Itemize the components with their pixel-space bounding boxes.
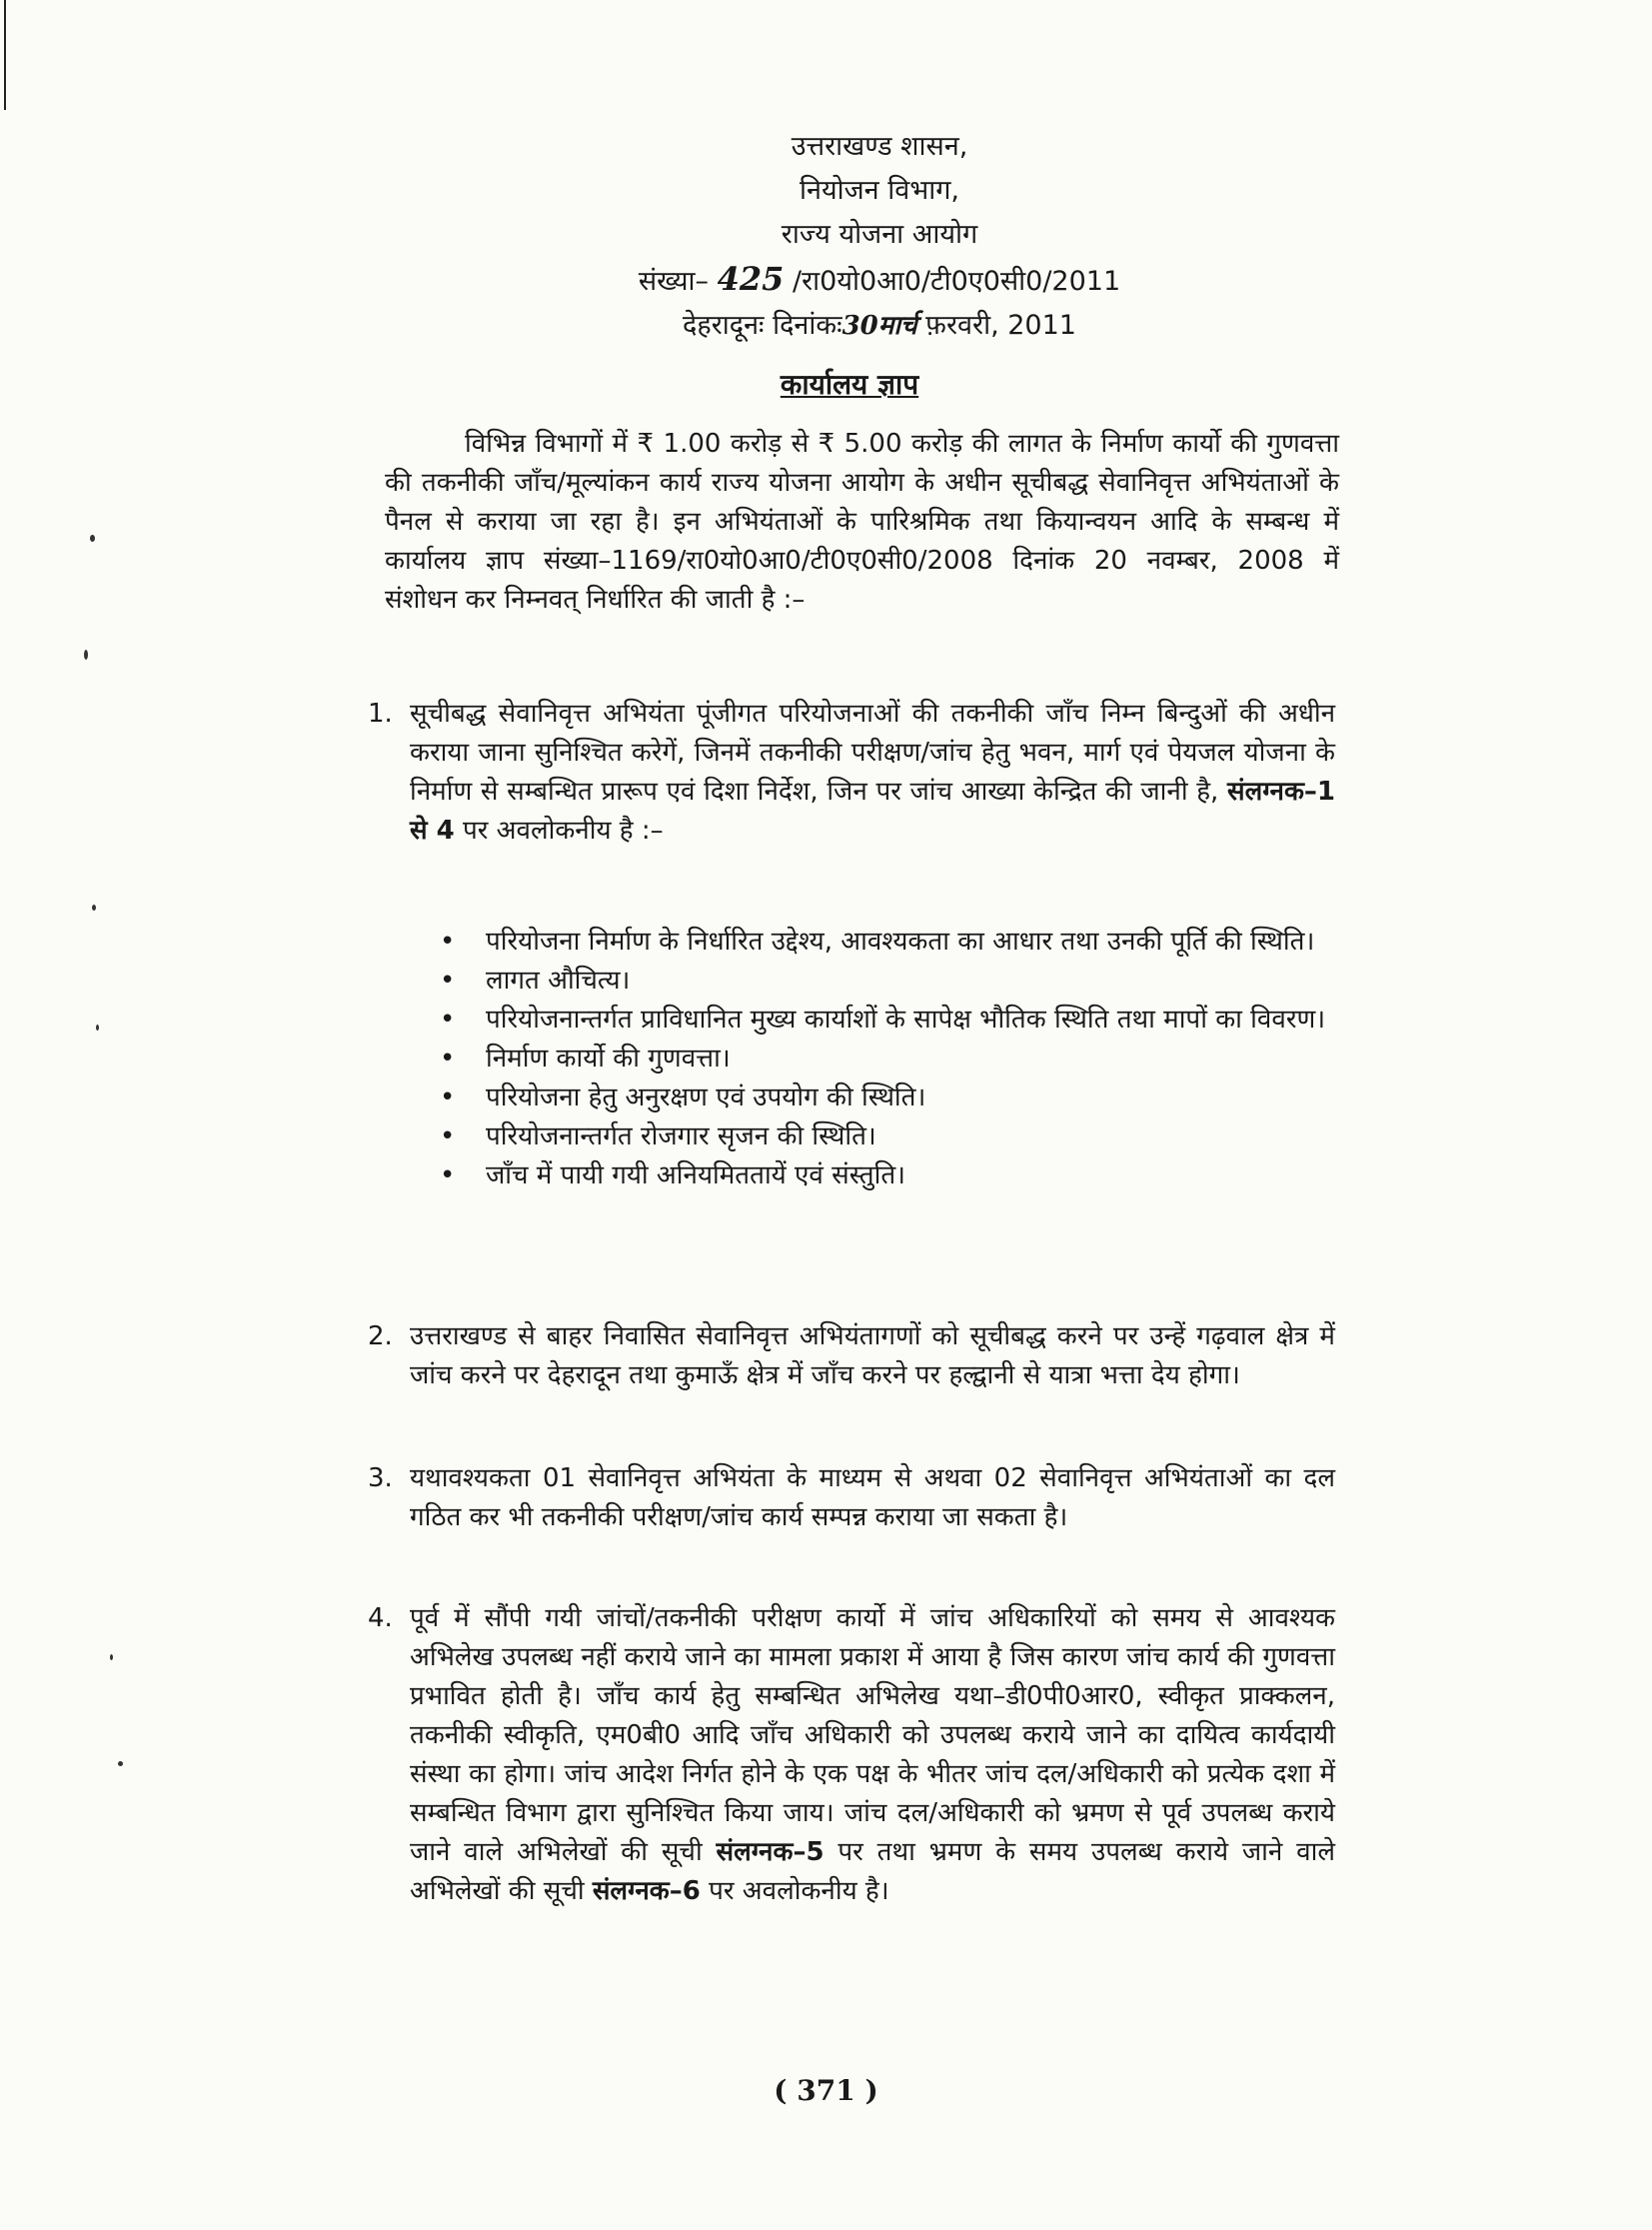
list-item: • लागत औचित्य।	[440, 962, 1339, 1001]
scan-speck	[90, 535, 95, 542]
header-commission: राज्य योजना आयोग	[781, 219, 978, 250]
list-item: • निर्माण कार्यो की गुणवत्ता।	[440, 1040, 1339, 1079]
header-government: उत्तराखण्ड शासन,	[791, 131, 968, 162]
date-prefix: देहरादूनः दिनांकः	[683, 310, 842, 341]
annexure-ref: संलग्नक–1 से 4	[410, 777, 1335, 846]
list-item: • परियोजना हेतु अनुरक्षण एवं उपयोग की स्थिति।	[440, 1079, 1339, 1117]
list-item: • जाँच में पायी गयी अनियमिततायें एवं संस्तुति।	[440, 1156, 1339, 1195]
point-2	[368, 1317, 1335, 1395]
bullet-icon: •	[440, 1044, 456, 1074]
point-text: उत्तराखण्ड से बाहर निवासित सेवानिवृत्त अभियंतागणों को सूचीबद्ध करने पर उन्हें गढ़वाल क्षेत्र में जांच करने पर देहरादून तथा कुमाऊँ क्षेत्र में जाँच करने पर हल्द्वानी से यात्रा भत्ता देय होगा।	[410, 1321, 1335, 1390]
scan-speck	[92, 905, 96, 911]
annexure-ref: संलग्नक–5	[716, 1837, 825, 1867]
memo-title: कार्यालय ज्ञाप	[780, 368, 919, 401]
point-1	[368, 695, 1335, 851]
inspection-criteria-list	[440, 923, 1339, 1195]
list-item: • परियोजनान्तर्गत रोजगार सृजन की स्थिति।	[440, 1117, 1339, 1156]
point-number: 1.	[368, 699, 393, 729]
page-number: ( 371 )	[774, 2074, 878, 2107]
bullet-icon: •	[440, 966, 456, 996]
scan-speck	[110, 1654, 113, 1660]
date-day: 30मार्च	[841, 311, 917, 341]
point-3	[368, 1459, 1335, 1537]
bullet-icon: •	[440, 1083, 456, 1113]
reference-suffix: /रा0यो0आ0/टी0ए0सी0/2011	[793, 266, 1121, 297]
bullet-icon: •	[440, 1121, 456, 1151]
header-department: नियोजन विभाग,	[800, 175, 959, 206]
scan-speck	[118, 1761, 123, 1766]
point-number: 4.	[368, 1603, 393, 1633]
scan-edge-line	[4, 0, 6, 110]
bullet-icon: •	[440, 1005, 456, 1035]
header-date	[560, 304, 1199, 348]
point-text: सूचीबद्ध सेवानिवृत्त अभियंता पूंजीगत परियोजनाओं की तकनीकी जाँच निम्न बिन्दुओं की अधीन कराया जाना सुनिश्चित करेगें, जिनमें तकनीकी परीक्षण/जांच हेतु भवन, मार्ग एवं पेयजल योजना के निर्माण से सम्बन्धित प्रारूप एवं दिशा निर्देश, जिन पर जांच आख्या केन्द्रित की जानी है, संलग्नक–1 से 4 पर अवलोकनीय है :–	[410, 699, 1335, 846]
reference-number: 425	[717, 260, 785, 298]
point-number: 3.	[368, 1463, 393, 1493]
letter-header	[560, 125, 1199, 348]
list-item: • परियोजनान्तर्गत प्राविधानित मुख्य कार्याशों के सापेक्ष भौतिक स्थिति तथा मापों का विवरण।	[440, 1001, 1339, 1040]
scan-speck	[84, 650, 88, 660]
intro-paragraph: विभिन्न विभागों में ₹ 1.00 करोड़ से ₹ 5.00 करोड़ की लागत के निर्माण कार्यो की गुणवत्ता की तकनीकी जाँच/मूल्यांकन कार्य राज्य योजना आयोग के अधीन सूचीबद्ध सेवानिवृत्त अभियंताओं के पैनल से कराया जा रहा है। इन अभियंताओं के पारिश्रमिक तथा कियान्वयन आदि के सम्बन्ध में कार्यालय ज्ञाप संख्या–1169/रा0यो0आ0/टी0ए0सी0/2008 दिनांक 20 नवम्बर, 2008 में संशोधन कर निम्नवत् निर्धारित की जाती है :–	[385, 429, 1339, 615]
date-suffix: फ़रवरी, 2011	[925, 310, 1076, 341]
point-4	[368, 1599, 1335, 1911]
list-item: • परियोजना निर्माण के निर्धारित उद्देश्य, आवश्यकता का आधार तथा उनकी पूर्ति की स्थिति।	[440, 923, 1339, 962]
bullet-icon: •	[440, 1160, 456, 1190]
point-text: यथावश्यकता 01 सेवानिवृत्त अभियंता के माध्यम से अथवा 02 सेवानिवृत्त अभियंताओं का दल गठित कर भी तकनीकी परीक्षण/जांच कार्य सम्पन्न कराया जा सकता है।	[410, 1463, 1335, 1532]
reference-prefix: संख्या–	[638, 266, 710, 297]
scan-speck	[96, 1025, 99, 1031]
annexure-ref: संलग्नक–6	[592, 1876, 701, 1906]
point-text: पूर्व में सौंपी गयी जांचों/तकनीकी परीक्षण कार्यो में जांच अधिकारियों को समय से आवश्यक अभिलेख उपलब्ध नहीं कराये जाने का मामला प्रकाश में आया है जिस कारण जांच कार्य की गुणवत्ता प्रभावित होती है। जाँच कार्य हेतु सम्बन्धित अभिलेख यथा–डी0पी0आर0, स्वीकृत प्राक्कलन, तकनीकी स्वीकृति, एम0बी0 आदि जाँच अधिकारी को उपलब्ध कराये जाने का दायित्व कार्यदायी संस्था का होगा। जांच आदेश निर्गत होने के एक पक्ष के भीतर जांच दल/अधिकारी को प्रत्येक दशा में सम्बन्धित विभाग द्वारा सुनिश्चित किया जाय। जांच दल/अधिकारी को भ्रमण से पूर्व उपलब्ध कराये जाने वाले अभिलेखों की सूची संलग्नक–5 पर तथा भ्रमण के समय उपलब्ध कराये जाने वाले अभिलेखों की सूची संलग्नक–6 पर अवलोकनीय है।	[410, 1603, 1335, 1906]
bullet-icon: •	[440, 927, 456, 957]
point-number: 2.	[368, 1321, 393, 1351]
header-reference	[560, 257, 1199, 304]
